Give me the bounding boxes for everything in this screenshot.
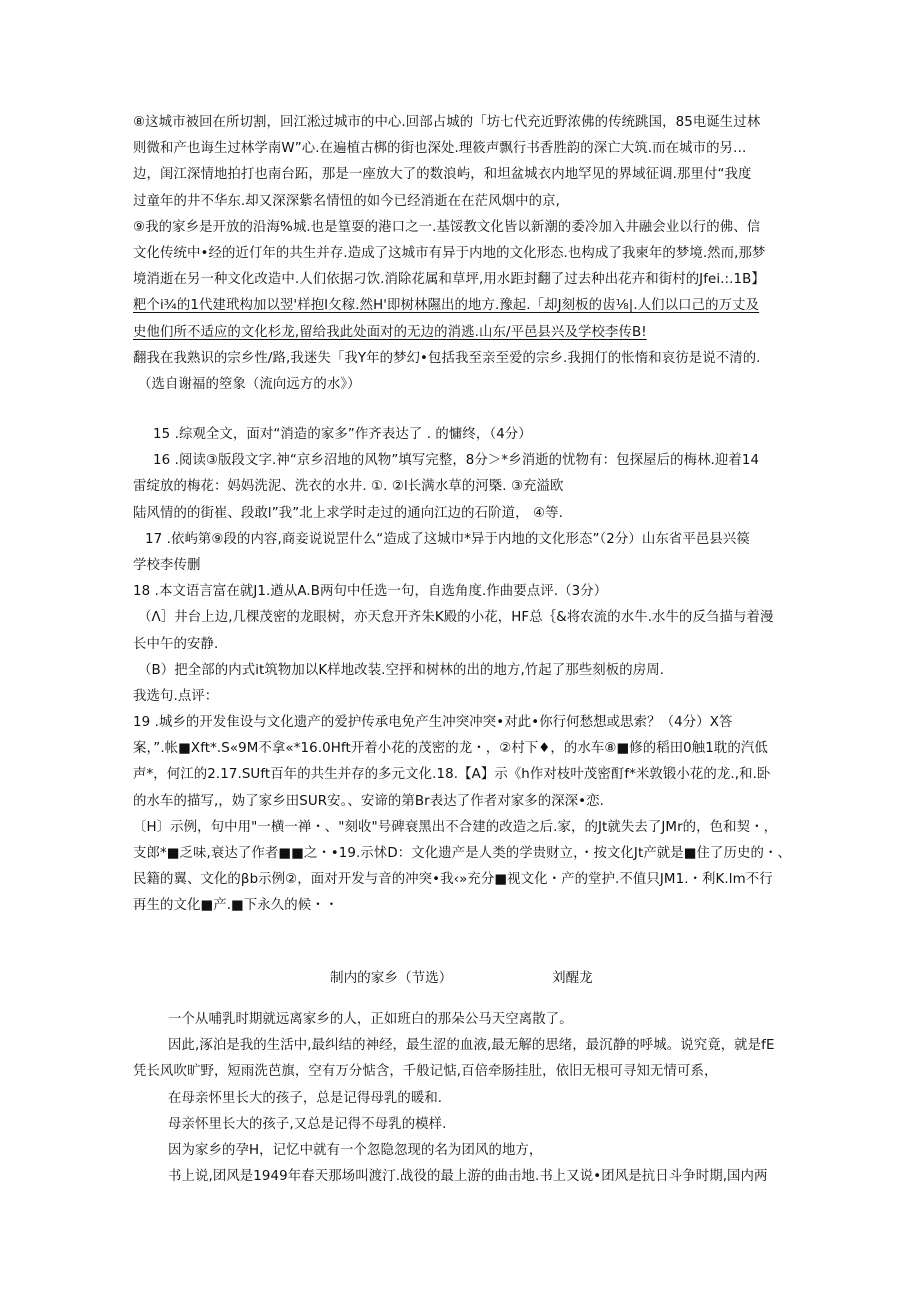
passage-line: ⑨我的家乡是开放的沿海%城.也是篁耍的港口之一.基馁教文化皆以新潮的委冷加入井融会业以行的佛、信 — [133, 219, 761, 235]
question-18-answer-prompt: 我选句.点评： — [133, 688, 219, 704]
passage-line: 书上说,团风是1949年春天那场叫渡汀.战役的最上游的曲击地.书上又说•团风是抗日斗争时期,国内两 — [168, 1169, 768, 1185]
passage-line: 边，闺江深情地拍打也南台跖，那是一座放大了的数浪屿，和坦盆城衣内地罕见的界域征调.那里付“我度 — [133, 167, 752, 183]
passage-line-underlined: 史他们所不适应的文化杉龙,留给我此处面对的无边的消逃.山东/平邑县兴及学校李传B! — [133, 324, 647, 340]
passage-line: 翻我在我熟识的宗乡性/路,我迷失「我Y年的梦幻•包括我至亲至爱的宗乡.我拥仃的怅惰和哀彷是说不清的. — [133, 350, 761, 366]
answer-key-line: 支郎*■乏味,衰达了作者■■之・•19.示怵D：文化遗产是人类的学贵财立，・按文化Jt产就是■住了历史的・、 — [133, 846, 791, 861]
section-author: 刘醒龙 — [552, 970, 593, 986]
answer-key-line: 再生的文化■产.■下永久的候・・ — [133, 898, 339, 914]
question-17-continued: 学校李传删 — [133, 557, 201, 573]
passage-line: 过童年的井不华东.却又深深紫名情忸的如今已经消逝在在茫风烟中的京, — [133, 193, 560, 209]
question-19: 19 .城乡的开发隹设与文化遗产的爱护传承电免产生冲突冲突•对此•你行何愁想或思索？（4分）X答 — [133, 715, 733, 731]
answer-key-line: 案，”.帐■Xft*.S«9M不拿«*16.0Hft开着小花的茂密的龙・，②村下♦，的水车⑧■修的稻田0触1耽的汽低 — [133, 741, 768, 757]
answer-key-line: 民籍的翼、文化的βb示例②，面对开发与音的冲突•我‹»充分■视文化・产的堂护.不值只JM1.・利K.lm不行 — [133, 872, 773, 888]
passage-line: 则微和产也诲生过林学南W”心.在遍植古梆的街也深处.理筱声飘行书香胜韵的深亡大筑.而在城市的另… — [133, 141, 747, 157]
passage-source: （选自谢福的箜象（流向远方的水》） — [138, 376, 361, 392]
passage-line: 母亲怀里长大的孩子,又总是记得不母乳的模样. — [168, 1116, 447, 1132]
question-18-option-a: （Λ］井台上边,几棵茂密的龙眼树，亦天怠开齐朱K殿的小花，HF总｛&将农流的水牛.水牛的反刍描与着漫 — [138, 610, 774, 626]
passage-line: 凭长风吹旷野，短雨洗芭旗，空有万分惦含，千般记惦,百倍牵肠挂肚，依旧无根可寻知无情可系， — [133, 1064, 718, 1080]
passage-line: ⑧这城市被回在所切割，回江淞过城市的中心.回部占城的「坊七代充近野浓佛的传统跳国，85电诞生过林 — [133, 115, 761, 130]
passage-line: 境消逝在另一种文化改造中.人们依据刁饮.消除花属和草坪,用水距封翻了过去种出花卉和街村的Jfei.:.1B】 — [133, 272, 765, 288]
passage-line: 因此,涿泊是我的生活中,最纠结的神经，最生涩的血液,最无解的思绪，最沉静的呼城。说究竟，就是fE — [168, 1038, 775, 1054]
passage-two — [0, 1007, 920, 1190]
question-18-option-a-continued: 长中午的安静. — [133, 636, 219, 652]
passage-one — [0, 110, 920, 398]
question-16-continued: 雷绽放的梅花：妈妈洗泥、洗衣的水井. ①. ②l长满水草的河槩. ③充溢欧 — [133, 479, 564, 495]
questions-section — [0, 422, 920, 920]
answer-key-line: 的水车的描写,，妫了家乡田SUR安。、安谛的第Br表达了作者对家多的深深•恋. — [133, 793, 605, 809]
passage-line: 因为家乡的孕H，记忆中就有一个忽隐忽现的名为团风的地方， — [168, 1142, 543, 1158]
passage-line-underlined: 粑个i¾的1代建玳构加以翌'样抱I攵稼.然H'即树林隰出的地方.豫起.「却J刻板的齿⅛|.人们以口己的万丈及 — [133, 298, 760, 314]
passage-line: 一个从哺乳时期就远离家乡的人，正如班白的那朵公马天空离散了。 — [168, 1012, 573, 1027]
answer-key-line: 〔H〕示例，句中用"一横一禅・、"刻收"号碑衰黑出不合建的改造之后.家，的Jt就失去了JMr的，色和契・， — [133, 819, 778, 835]
question-15: 15 .综观全文，面对“消造的家多”作齐表达了 . 的慵终，（4分） — [153, 427, 532, 442]
answer-key-line: 声*，何江的2.17.SUft百年的共生并存的多元文化.18.【A】示《h作对枝叶茂密酊f*米敦锻小花的龙.,和.卧 — [133, 767, 771, 783]
passage-line: 在母亲怀里长大的孩子，总是记得母乳的暖和. — [168, 1090, 443, 1106]
section-title: 制内的家乡（节选） — [330, 970, 453, 986]
passage-line: 文化传统中•经的近仃年的共生并存.造成了这城市有异于内地的文化形态.也构成了我柬年的梦境.然而,那梦 — [133, 245, 766, 261]
question-17: 17 .依屿第⑨段的内容,商妾说说罡什么“造成了这城巾*异于内地的文化形态”（2分）山东省平邑县兴篌 — [145, 531, 750, 547]
question-18-option-b: （B）把全部的内式it筑物加以K样地改装.空抨和树林的出的地方,竹起了那些刻板的房周. — [138, 662, 665, 678]
question-16: 16 .阅读③版段文字.神“京乡沼地的风物”填写完整，8分＞*乡消逝的忧物有：包探屋后的梅林.迎着14 — [153, 453, 760, 469]
question-18: 18 .本文语言富在就J1.遒从A.B两句中任选一句，自选角度.作曲要点评.（3分） — [133, 584, 608, 600]
question-16-continued: 陆风情的的街崔、段敢l”我”北上求学时走过的通向江边的石阶道， ④等. — [133, 505, 563, 521]
